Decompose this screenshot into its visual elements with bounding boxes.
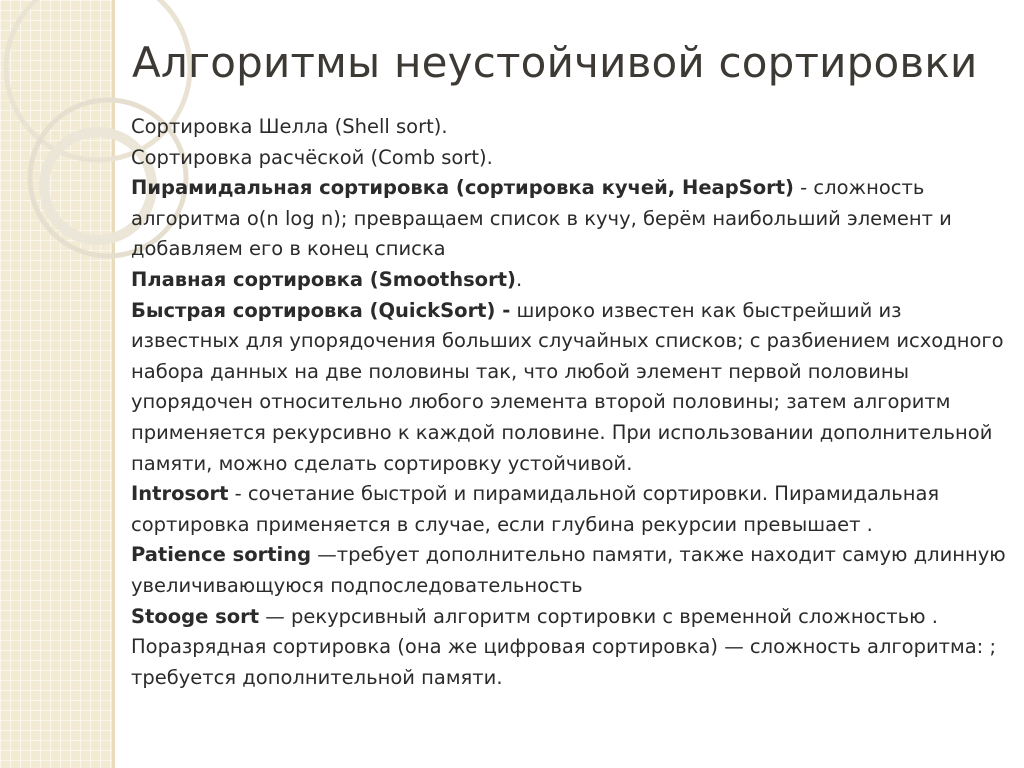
slide-title: Алгоритмы неустойчивой сортировки — [132, 38, 978, 87]
slide-content — [131, 112, 1006, 693]
text-line: Поразрядная сортировка (она же цифровая сортировка) — сложность алгоритма: ; требуется дополнительной памяти. — [131, 635, 997, 689]
text-line: Introsort - сочетание быстрой и пирамидальной сортировки. Пирамидальная сортировка применяется в случае, если глубина рекурсии превышает . — [131, 482, 940, 536]
text-line: Сортировка Шелла (Shell sort). — [131, 115, 448, 138]
text-line: Patience sorting —требует дополнительно памяти, также находит самую длинную увеличивающуюся подпоследовательность — [131, 543, 1006, 597]
text-line: Stooge sort — рекурсивный алгоритм сортировки с временной сложностью . — [131, 604, 938, 628]
text-line: Быстрая сортировка (QuickSort) - широко известен как быстрейший из известных для упорядочения больших случайных списков; с разбиением исходного набора данных на две половины так, что любой элемент первой половины упорядочен относительно любого элемента второй половины; затем алгоритм применяется рекурсивно к каждой половине. При использовании дополнительной памяти, можно сделать сортировку устойчивой. — [131, 298, 1004, 475]
text-line: Плавная сортировка (Smoothsort). — [131, 267, 523, 291]
text-line: Сортировка расчёской (Comb sort). — [131, 145, 493, 169]
text-line: Пирамидальная сортировка (сортировка кучей, HeapSort) - сложность алгоритма o(n log n); превращаем список в кучу, берём наибольший элемент и добавляем его в конец списка — [131, 176, 952, 261]
